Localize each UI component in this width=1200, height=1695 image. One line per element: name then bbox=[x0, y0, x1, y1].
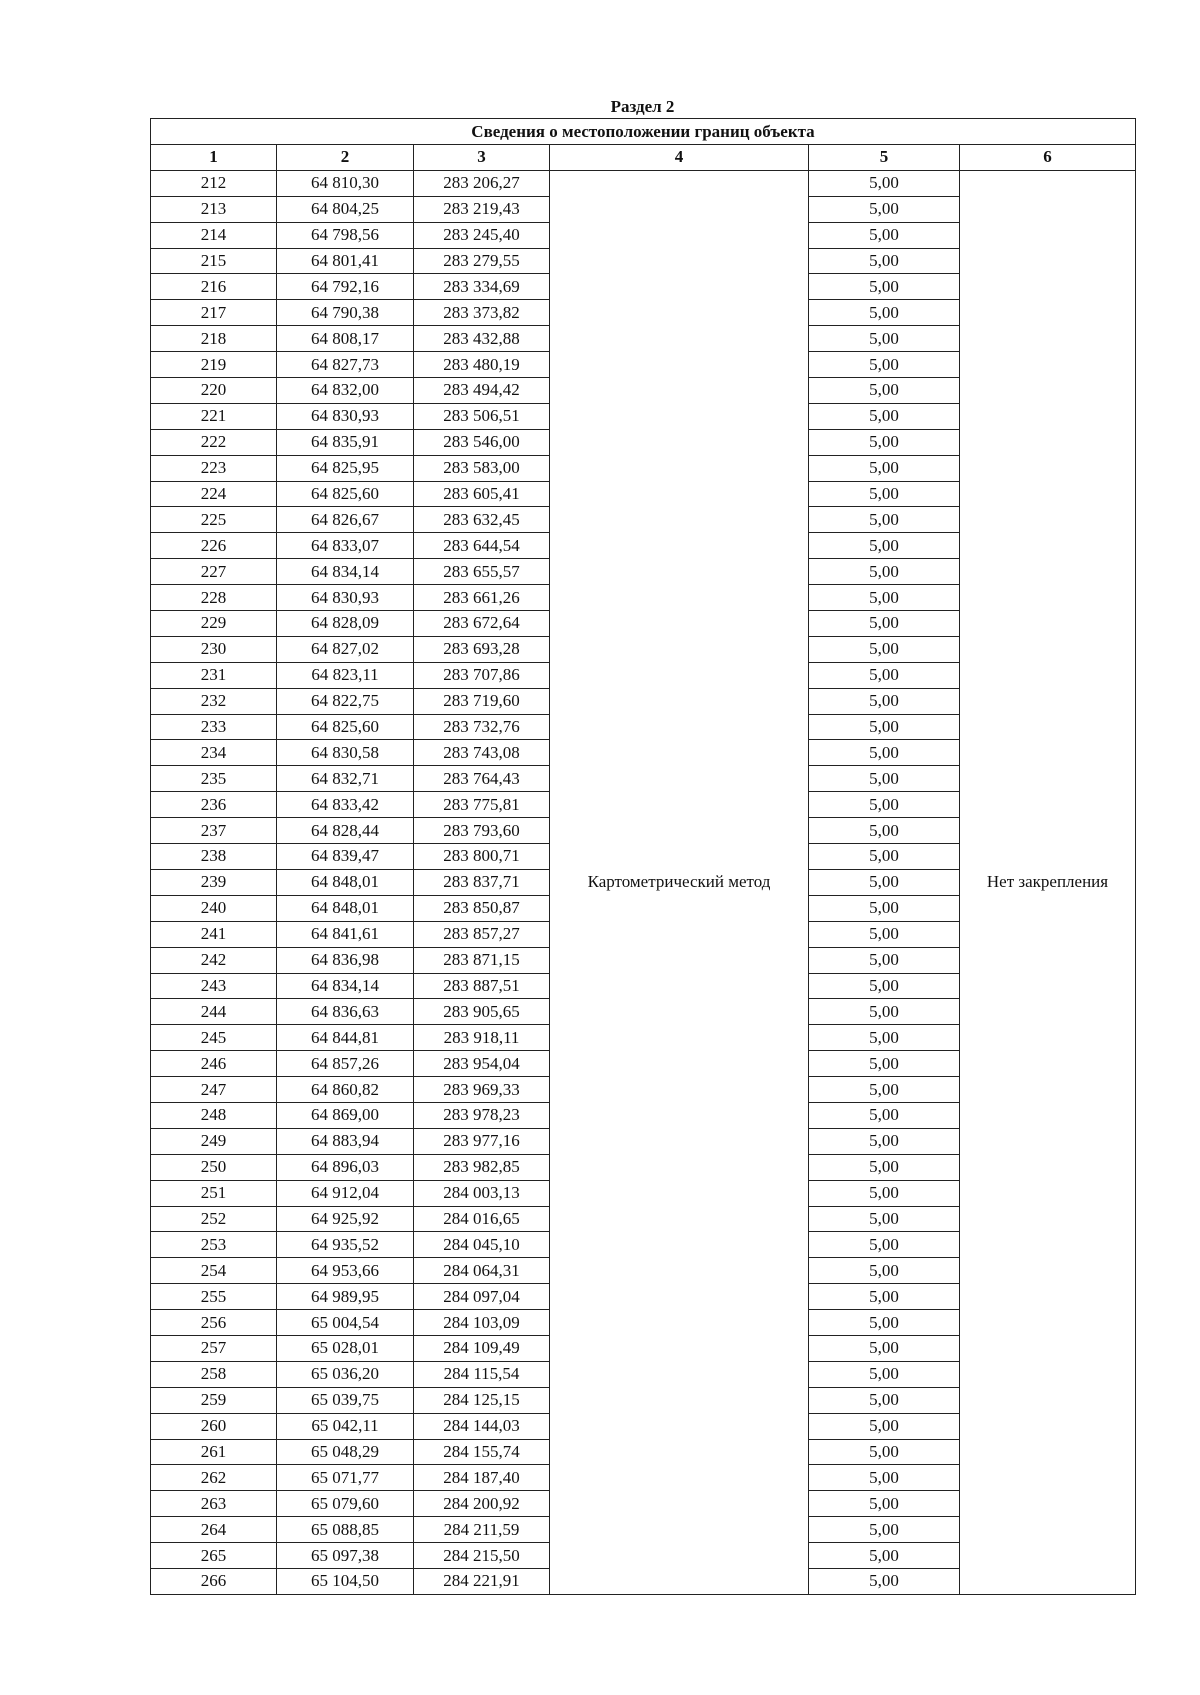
coordinate-x-cell: 65 039,75 bbox=[277, 1387, 414, 1413]
point-number-cell: 253 bbox=[151, 1232, 277, 1258]
coordinate-x-cell: 64 833,07 bbox=[277, 533, 414, 559]
coordinate-x-cell: 64 798,56 bbox=[277, 222, 414, 248]
point-number-cell: 251 bbox=[151, 1180, 277, 1206]
coordinate-y-cell: 284 215,50 bbox=[414, 1543, 550, 1569]
coordinate-x-cell: 64 832,71 bbox=[277, 766, 414, 792]
point-number-cell: 242 bbox=[151, 947, 277, 973]
coordinate-y-cell: 284 097,04 bbox=[414, 1284, 550, 1310]
coordinate-x-cell: 64 841,61 bbox=[277, 921, 414, 947]
coordinate-y-cell: 283 245,40 bbox=[414, 222, 550, 248]
accuracy-cell: 5,00 bbox=[809, 481, 960, 507]
accuracy-cell: 5,00 bbox=[809, 507, 960, 533]
coordinate-y-cell: 283 655,57 bbox=[414, 559, 550, 585]
accuracy-cell: 5,00 bbox=[809, 947, 960, 973]
coordinate-x-cell: 64 883,94 bbox=[277, 1128, 414, 1154]
method-cell: Картометрический метод bbox=[550, 170, 809, 1594]
column-header-5: 5 bbox=[809, 145, 960, 171]
coordinate-y-cell: 283 219,43 bbox=[414, 196, 550, 222]
accuracy-cell: 5,00 bbox=[809, 1465, 960, 1491]
coordinate-x-cell: 64 912,04 bbox=[277, 1180, 414, 1206]
accuracy-cell: 5,00 bbox=[809, 1051, 960, 1077]
point-number-cell: 232 bbox=[151, 688, 277, 714]
coordinate-y-cell: 284 155,74 bbox=[414, 1439, 550, 1465]
coordinate-y-cell: 283 632,45 bbox=[414, 507, 550, 533]
accuracy-cell: 5,00 bbox=[809, 636, 960, 662]
column-header-3: 3 bbox=[414, 145, 550, 171]
coordinate-x-cell: 64 828,44 bbox=[277, 818, 414, 844]
point-number-cell: 214 bbox=[151, 222, 277, 248]
point-number-cell: 224 bbox=[151, 481, 277, 507]
coordinate-y-cell: 284 003,13 bbox=[414, 1180, 550, 1206]
coordinate-y-cell: 283 546,00 bbox=[414, 429, 550, 455]
coordinate-y-cell: 283 954,04 bbox=[414, 1051, 550, 1077]
coordinate-x-cell: 64 848,01 bbox=[277, 869, 414, 895]
accuracy-cell: 5,00 bbox=[809, 1206, 960, 1232]
coordinate-x-cell: 65 079,60 bbox=[277, 1491, 414, 1517]
accuracy-cell: 5,00 bbox=[809, 274, 960, 300]
accuracy-cell: 5,00 bbox=[809, 1568, 960, 1594]
coordinate-x-cell: 65 042,11 bbox=[277, 1413, 414, 1439]
accuracy-cell: 5,00 bbox=[809, 352, 960, 378]
point-number-cell: 227 bbox=[151, 559, 277, 585]
coordinate-x-cell: 65 028,01 bbox=[277, 1335, 414, 1361]
coordinate-y-cell: 283 719,60 bbox=[414, 688, 550, 714]
point-number-cell: 254 bbox=[151, 1258, 277, 1284]
coordinate-x-cell: 64 834,14 bbox=[277, 559, 414, 585]
coordinate-y-cell: 284 125,15 bbox=[414, 1387, 550, 1413]
coordinate-y-cell: 283 672,64 bbox=[414, 611, 550, 637]
coordinate-x-cell: 64 935,52 bbox=[277, 1232, 414, 1258]
coordinate-y-cell: 284 221,91 bbox=[414, 1568, 550, 1594]
point-number-cell: 217 bbox=[151, 300, 277, 326]
coordinate-y-cell: 283 978,23 bbox=[414, 1102, 550, 1128]
coordinate-x-cell: 64 822,75 bbox=[277, 688, 414, 714]
coordinate-x-cell: 64 827,02 bbox=[277, 636, 414, 662]
point-number-cell: 248 bbox=[151, 1102, 277, 1128]
accuracy-cell: 5,00 bbox=[809, 792, 960, 818]
accuracy-cell: 5,00 bbox=[809, 714, 960, 740]
coordinate-y-cell: 283 800,71 bbox=[414, 844, 550, 870]
coordinate-x-cell: 64 848,01 bbox=[277, 895, 414, 921]
coordinate-y-cell: 284 115,54 bbox=[414, 1361, 550, 1387]
coordinate-x-cell: 65 104,50 bbox=[277, 1568, 414, 1594]
coordinate-y-cell: 283 494,42 bbox=[414, 378, 550, 404]
coordinate-x-cell: 64 833,42 bbox=[277, 792, 414, 818]
point-number-cell: 255 bbox=[151, 1284, 277, 1310]
point-number-cell: 238 bbox=[151, 844, 277, 870]
point-number-cell: 233 bbox=[151, 714, 277, 740]
point-number-cell: 263 bbox=[151, 1491, 277, 1517]
coordinate-x-cell: 64 896,03 bbox=[277, 1154, 414, 1180]
accuracy-cell: 5,00 bbox=[809, 222, 960, 248]
accuracy-cell: 5,00 bbox=[809, 248, 960, 274]
point-number-cell: 218 bbox=[151, 326, 277, 352]
table-header-row bbox=[151, 145, 1136, 171]
coordinate-y-cell: 284 211,59 bbox=[414, 1517, 550, 1543]
coordinate-y-cell: 283 793,60 bbox=[414, 818, 550, 844]
coordinate-x-cell: 64 830,93 bbox=[277, 403, 414, 429]
coordinate-x-cell: 64 792,16 bbox=[277, 274, 414, 300]
accuracy-cell: 5,00 bbox=[809, 844, 960, 870]
point-number-cell: 226 bbox=[151, 533, 277, 559]
accuracy-cell: 5,00 bbox=[809, 1310, 960, 1336]
accuracy-cell: 5,00 bbox=[809, 429, 960, 455]
coordinate-x-cell: 64 836,98 bbox=[277, 947, 414, 973]
point-number-cell: 221 bbox=[151, 403, 277, 429]
accuracy-cell: 5,00 bbox=[809, 559, 960, 585]
accuracy-cell: 5,00 bbox=[809, 1543, 960, 1569]
coordinate-x-cell: 65 036,20 bbox=[277, 1361, 414, 1387]
accuracy-cell: 5,00 bbox=[809, 585, 960, 611]
point-number-cell: 256 bbox=[151, 1310, 277, 1336]
point-number-cell: 245 bbox=[151, 1025, 277, 1051]
column-header-1: 1 bbox=[151, 145, 277, 171]
accuracy-cell: 5,00 bbox=[809, 300, 960, 326]
column-header-2: 2 bbox=[277, 145, 414, 171]
coordinate-x-cell: 64 836,63 bbox=[277, 999, 414, 1025]
coordinate-y-cell: 284 109,49 bbox=[414, 1335, 550, 1361]
coordinate-x-cell: 64 857,26 bbox=[277, 1051, 414, 1077]
coordinate-x-cell: 64 830,93 bbox=[277, 585, 414, 611]
point-number-cell: 264 bbox=[151, 1517, 277, 1543]
accuracy-cell: 5,00 bbox=[809, 1517, 960, 1543]
point-number-cell: 258 bbox=[151, 1361, 277, 1387]
point-number-cell: 241 bbox=[151, 921, 277, 947]
coordinate-x-cell: 64 869,00 bbox=[277, 1102, 414, 1128]
coordinate-y-cell: 283 644,54 bbox=[414, 533, 550, 559]
coordinate-y-cell: 283 764,43 bbox=[414, 766, 550, 792]
point-number-cell: 231 bbox=[151, 662, 277, 688]
coordinate-y-cell: 283 982,85 bbox=[414, 1154, 550, 1180]
accuracy-cell: 5,00 bbox=[809, 1361, 960, 1387]
accuracy-cell: 5,00 bbox=[809, 1154, 960, 1180]
coordinate-y-cell: 283 583,00 bbox=[414, 455, 550, 481]
coordinate-y-cell: 283 373,82 bbox=[414, 300, 550, 326]
point-number-cell: 234 bbox=[151, 740, 277, 766]
accuracy-cell: 5,00 bbox=[809, 740, 960, 766]
coordinate-x-cell: 64 925,92 bbox=[277, 1206, 414, 1232]
coordinate-x-cell: 64 953,66 bbox=[277, 1258, 414, 1284]
table-row bbox=[151, 170, 1136, 196]
accuracy-cell: 5,00 bbox=[809, 1128, 960, 1154]
accuracy-cell: 5,00 bbox=[809, 688, 960, 714]
coordinate-y-cell: 283 707,86 bbox=[414, 662, 550, 688]
point-number-cell: 230 bbox=[151, 636, 277, 662]
point-number-cell: 260 bbox=[151, 1413, 277, 1439]
coordinate-y-cell: 283 857,27 bbox=[414, 921, 550, 947]
accuracy-cell: 5,00 bbox=[809, 1439, 960, 1465]
point-number-cell: 239 bbox=[151, 869, 277, 895]
accuracy-cell: 5,00 bbox=[809, 403, 960, 429]
coordinate-y-cell: 283 206,27 bbox=[414, 170, 550, 196]
coordinate-y-cell: 283 977,16 bbox=[414, 1128, 550, 1154]
coordinate-y-cell: 283 837,71 bbox=[414, 869, 550, 895]
boundary-table bbox=[150, 118, 1136, 1595]
coordinate-x-cell: 64 827,73 bbox=[277, 352, 414, 378]
accuracy-cell: 5,00 bbox=[809, 1180, 960, 1206]
accuracy-cell: 5,00 bbox=[809, 326, 960, 352]
accuracy-cell: 5,00 bbox=[809, 999, 960, 1025]
point-number-cell: 257 bbox=[151, 1335, 277, 1361]
coordinate-x-cell: 64 830,58 bbox=[277, 740, 414, 766]
coordinate-x-cell: 65 071,77 bbox=[277, 1465, 414, 1491]
coordinate-y-cell: 284 064,31 bbox=[414, 1258, 550, 1284]
coordinate-x-cell: 65 004,54 bbox=[277, 1310, 414, 1336]
coordinate-y-cell: 283 743,08 bbox=[414, 740, 550, 766]
coordinate-y-cell: 283 506,51 bbox=[414, 403, 550, 429]
point-number-cell: 261 bbox=[151, 1439, 277, 1465]
coordinate-x-cell: 64 832,00 bbox=[277, 378, 414, 404]
accuracy-cell: 5,00 bbox=[809, 1387, 960, 1413]
coordinate-x-cell: 64 823,11 bbox=[277, 662, 414, 688]
column-header-6: 6 bbox=[960, 145, 1136, 171]
point-number-cell: 229 bbox=[151, 611, 277, 637]
accuracy-cell: 5,00 bbox=[809, 973, 960, 999]
coordinate-y-cell: 283 605,41 bbox=[414, 481, 550, 507]
coordinate-x-cell: 65 097,38 bbox=[277, 1543, 414, 1569]
coordinate-x-cell: 64 839,47 bbox=[277, 844, 414, 870]
coordinate-y-cell: 283 887,51 bbox=[414, 973, 550, 999]
coordinate-y-cell: 283 334,69 bbox=[414, 274, 550, 300]
coordinate-x-cell: 64 826,67 bbox=[277, 507, 414, 533]
accuracy-cell: 5,00 bbox=[809, 455, 960, 481]
coordinate-y-cell: 284 045,10 bbox=[414, 1232, 550, 1258]
coordinate-y-cell: 283 905,65 bbox=[414, 999, 550, 1025]
point-number-cell: 212 bbox=[151, 170, 277, 196]
point-number-cell: 247 bbox=[151, 1077, 277, 1103]
point-number-cell: 228 bbox=[151, 585, 277, 611]
accuracy-cell: 5,00 bbox=[809, 1102, 960, 1128]
accuracy-cell: 5,00 bbox=[809, 1335, 960, 1361]
coordinate-x-cell: 64 825,95 bbox=[277, 455, 414, 481]
accuracy-cell: 5,00 bbox=[809, 533, 960, 559]
accuracy-cell: 5,00 bbox=[809, 895, 960, 921]
accuracy-cell: 5,00 bbox=[809, 196, 960, 222]
coordinate-y-cell: 283 732,76 bbox=[414, 714, 550, 740]
coordinate-x-cell: 64 804,25 bbox=[277, 196, 414, 222]
point-number-cell: 262 bbox=[151, 1465, 277, 1491]
coordinate-x-cell: 64 790,38 bbox=[277, 300, 414, 326]
point-number-cell: 223 bbox=[151, 455, 277, 481]
coordinate-y-cell: 283 693,28 bbox=[414, 636, 550, 662]
point-number-cell: 266 bbox=[151, 1568, 277, 1594]
coordinate-y-cell: 283 432,88 bbox=[414, 326, 550, 352]
accuracy-cell: 5,00 bbox=[809, 1232, 960, 1258]
accuracy-cell: 5,00 bbox=[809, 611, 960, 637]
coordinate-x-cell: 64 810,30 bbox=[277, 170, 414, 196]
coordinate-x-cell: 64 844,81 bbox=[277, 1025, 414, 1051]
coordinate-x-cell: 64 860,82 bbox=[277, 1077, 414, 1103]
point-number-cell: 240 bbox=[151, 895, 277, 921]
coordinate-x-cell: 64 834,14 bbox=[277, 973, 414, 999]
point-number-cell: 225 bbox=[151, 507, 277, 533]
coordinate-y-cell: 283 775,81 bbox=[414, 792, 550, 818]
point-number-cell: 236 bbox=[151, 792, 277, 818]
coordinate-x-cell: 65 088,85 bbox=[277, 1517, 414, 1543]
accuracy-cell: 5,00 bbox=[809, 1258, 960, 1284]
accuracy-cell: 5,00 bbox=[809, 766, 960, 792]
point-number-cell: 219 bbox=[151, 352, 277, 378]
coordinate-y-cell: 283 969,33 bbox=[414, 1077, 550, 1103]
column-header-4: 4 bbox=[550, 145, 809, 171]
point-number-cell: 216 bbox=[151, 274, 277, 300]
coordinate-y-cell: 283 480,19 bbox=[414, 352, 550, 378]
accuracy-cell: 5,00 bbox=[809, 1077, 960, 1103]
point-number-cell: 259 bbox=[151, 1387, 277, 1413]
point-number-cell: 215 bbox=[151, 248, 277, 274]
point-number-cell: 235 bbox=[151, 766, 277, 792]
point-number-cell: 252 bbox=[151, 1206, 277, 1232]
coordinate-y-cell: 283 850,87 bbox=[414, 895, 550, 921]
coordinate-x-cell: 64 828,09 bbox=[277, 611, 414, 637]
coordinate-y-cell: 284 103,09 bbox=[414, 1310, 550, 1336]
accuracy-cell: 5,00 bbox=[809, 921, 960, 947]
accuracy-cell: 5,00 bbox=[809, 1284, 960, 1310]
coordinate-y-cell: 283 918,11 bbox=[414, 1025, 550, 1051]
coordinate-x-cell: 64 825,60 bbox=[277, 481, 414, 507]
point-number-cell: 220 bbox=[151, 378, 277, 404]
coordinate-x-cell: 65 048,29 bbox=[277, 1439, 414, 1465]
accuracy-cell: 5,00 bbox=[809, 1413, 960, 1439]
coordinate-y-cell: 284 187,40 bbox=[414, 1465, 550, 1491]
table-caption: Сведения о местоположении границ объекта bbox=[151, 119, 1136, 145]
point-number-cell: 222 bbox=[151, 429, 277, 455]
point-number-cell: 213 bbox=[151, 196, 277, 222]
point-number-cell: 250 bbox=[151, 1154, 277, 1180]
coordinate-y-cell: 284 144,03 bbox=[414, 1413, 550, 1439]
coordinate-y-cell: 283 871,15 bbox=[414, 947, 550, 973]
point-number-cell: 243 bbox=[151, 973, 277, 999]
coordinate-y-cell: 283 661,26 bbox=[414, 585, 550, 611]
point-number-cell: 265 bbox=[151, 1543, 277, 1569]
accuracy-cell: 5,00 bbox=[809, 662, 960, 688]
accuracy-cell: 5,00 bbox=[809, 818, 960, 844]
coordinate-x-cell: 64 825,60 bbox=[277, 714, 414, 740]
point-number-cell: 244 bbox=[151, 999, 277, 1025]
coordinate-x-cell: 64 835,91 bbox=[277, 429, 414, 455]
accuracy-cell: 5,00 bbox=[809, 869, 960, 895]
section-title: Раздел 2 bbox=[610, 97, 675, 116]
table-body bbox=[151, 170, 1136, 1594]
accuracy-cell: 5,00 bbox=[809, 1491, 960, 1517]
coordinate-x-cell: 64 801,41 bbox=[277, 248, 414, 274]
point-number-cell: 237 bbox=[151, 818, 277, 844]
point-number-cell: 249 bbox=[151, 1128, 277, 1154]
table-caption-row bbox=[151, 119, 1136, 145]
accuracy-cell: 5,00 bbox=[809, 1025, 960, 1051]
accuracy-cell: 5,00 bbox=[809, 378, 960, 404]
point-number-cell: 246 bbox=[151, 1051, 277, 1077]
coordinate-y-cell: 283 279,55 bbox=[414, 248, 550, 274]
fixation-cell: Нет закрепления bbox=[960, 170, 1136, 1594]
coordinate-x-cell: 64 808,17 bbox=[277, 326, 414, 352]
coordinate-y-cell: 284 016,65 bbox=[414, 1206, 550, 1232]
coordinate-x-cell: 64 989,95 bbox=[277, 1284, 414, 1310]
accuracy-cell: 5,00 bbox=[809, 170, 960, 196]
coordinate-y-cell: 284 200,92 bbox=[414, 1491, 550, 1517]
